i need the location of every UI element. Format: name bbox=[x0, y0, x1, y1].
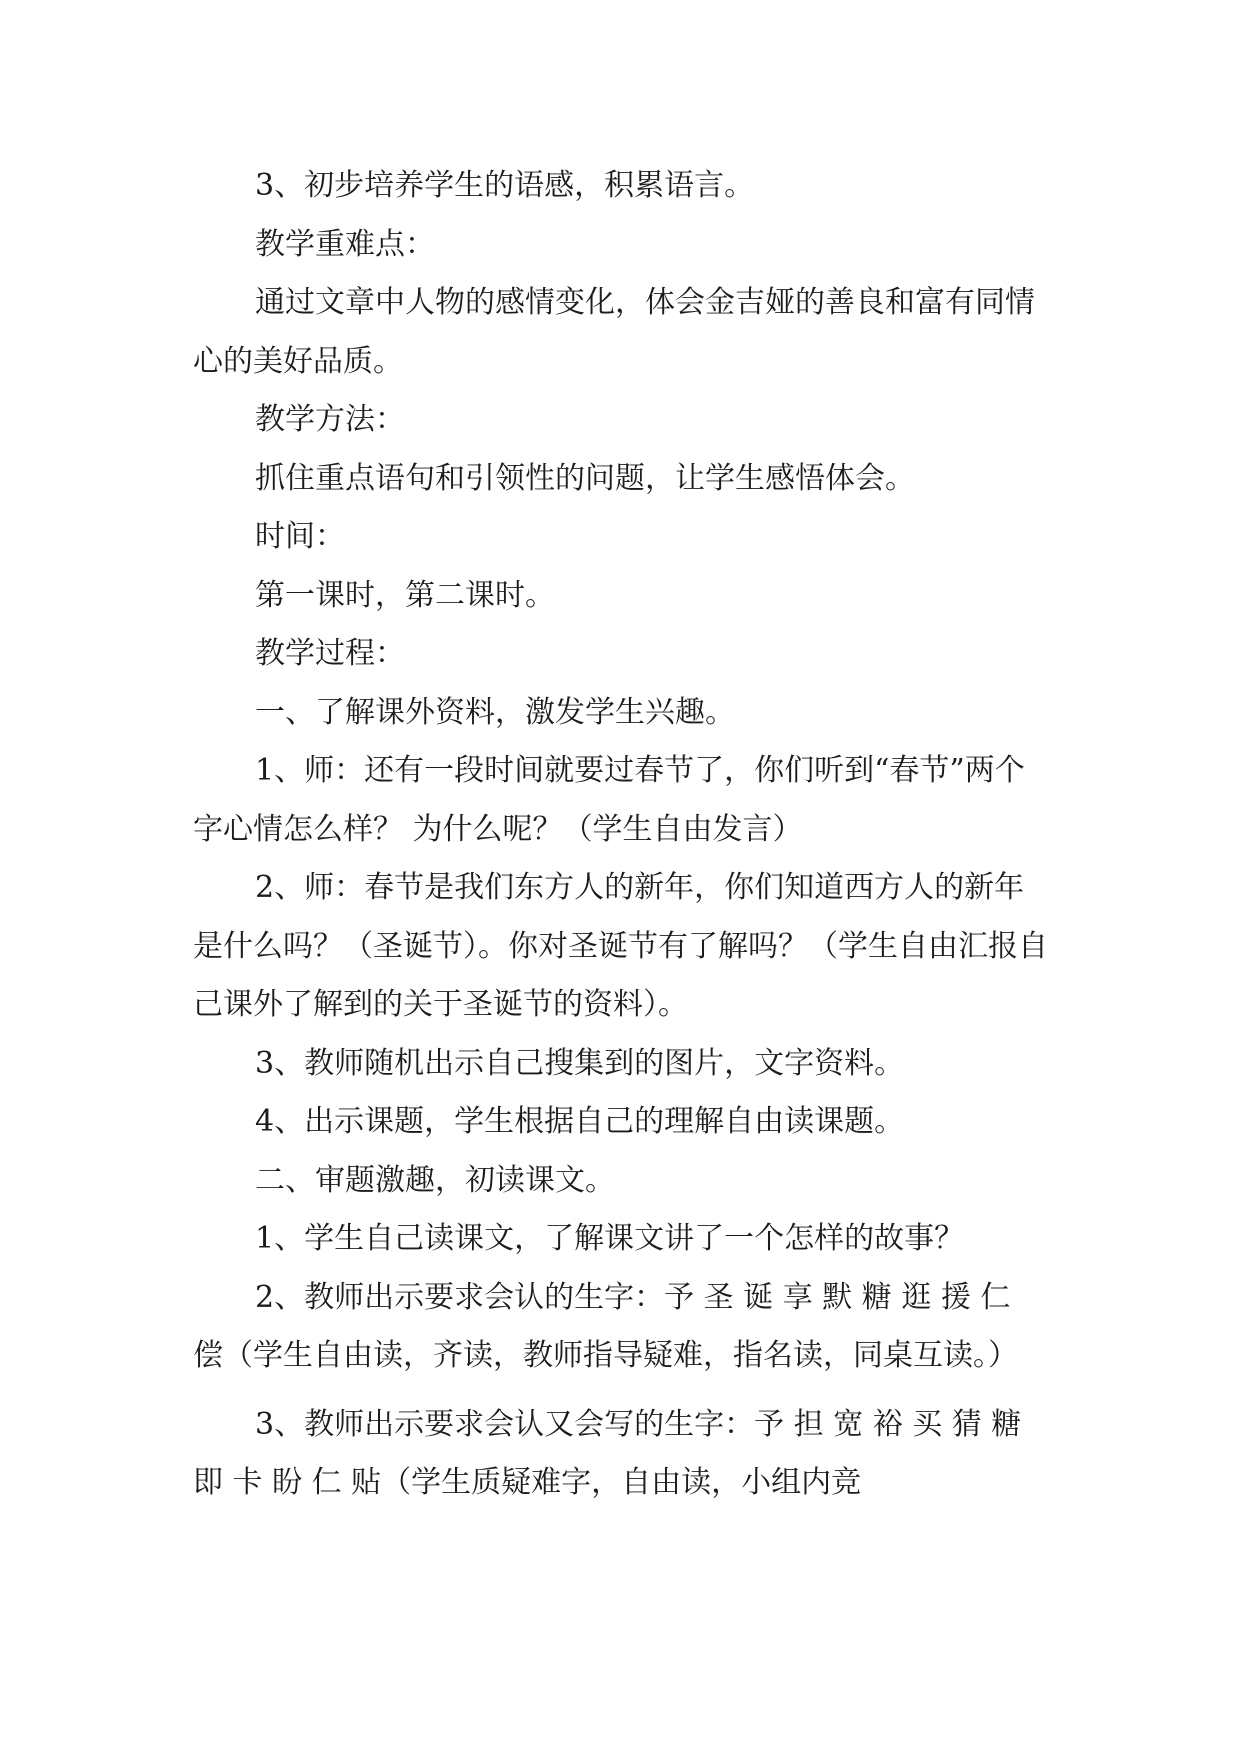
document-body bbox=[193, 157, 1048, 1513]
paragraph-teaching-method: 抓住重点语句和引领性的问题，让学生感悟体会。 bbox=[255, 460, 915, 496]
list-item-2-2: 2、教师出示要求会认的生字：予 圣 诞 享 默 糖 逛 援 仁 偿（学生自由读，齐读，教师指导疑难，指名读，同桌互读。） bbox=[193, 1279, 1018, 1373]
paragraph-spacer bbox=[193, 1386, 1048, 1396]
list-item-1-1: 1、师：还有一段时间就要过春节了，你们听到“春节”两个字心情怎么样？ 为什么呢？（学生自由发言） bbox=[193, 753, 1025, 847]
list-item-1-4: 4、出示课题，学生根据自己的理解自由读课题。 bbox=[255, 1104, 905, 1139]
paragraph-goal-3: 3、初步培养学生的语感，积累语言。 bbox=[255, 168, 755, 203]
list-item-2-1: 1、学生自己读课文，了解课文讲了一个怎样的故事？ bbox=[255, 1221, 965, 1256]
list-item-1-3: 3、教师随机出示自己搜集到的图片，文字资料。 bbox=[255, 1045, 905, 1081]
section-heading-2: 二、审题激趣，初读课文。 bbox=[255, 1162, 615, 1198]
heading-key-points: 教学重难点： bbox=[255, 226, 435, 262]
heading-teaching-process: 教学过程： bbox=[255, 636, 405, 671]
heading-time: 时间： bbox=[255, 519, 345, 554]
heading-teaching-method: 教学方法： bbox=[255, 402, 405, 437]
section-heading-1: 一、了解课外资料，激发学生兴趣。 bbox=[255, 694, 735, 730]
paragraph-key-points: 通过文章中人物的感情变化，体会金吉娅的善良和富有同情心的美好品质。 bbox=[193, 285, 1035, 379]
list-item-2-3: 3、教师出示要求会认又会写的生字：予 担 宽 裕 买 猜 糖 即 卡 盼 仁 贴（学生质疑难字，自由读，小组内竞 bbox=[193, 1406, 1022, 1500]
list-item-1-2: 2、师：春节是我们东方人的新年，你们知道西方人的新年是什么吗？（圣诞节）。你对圣诞节有了解吗？（学生自由汇报自己课外了解到的关于圣诞节的资料）。 bbox=[193, 870, 1048, 1022]
paragraph-time: 第一课时，第二课时。 bbox=[255, 577, 555, 613]
